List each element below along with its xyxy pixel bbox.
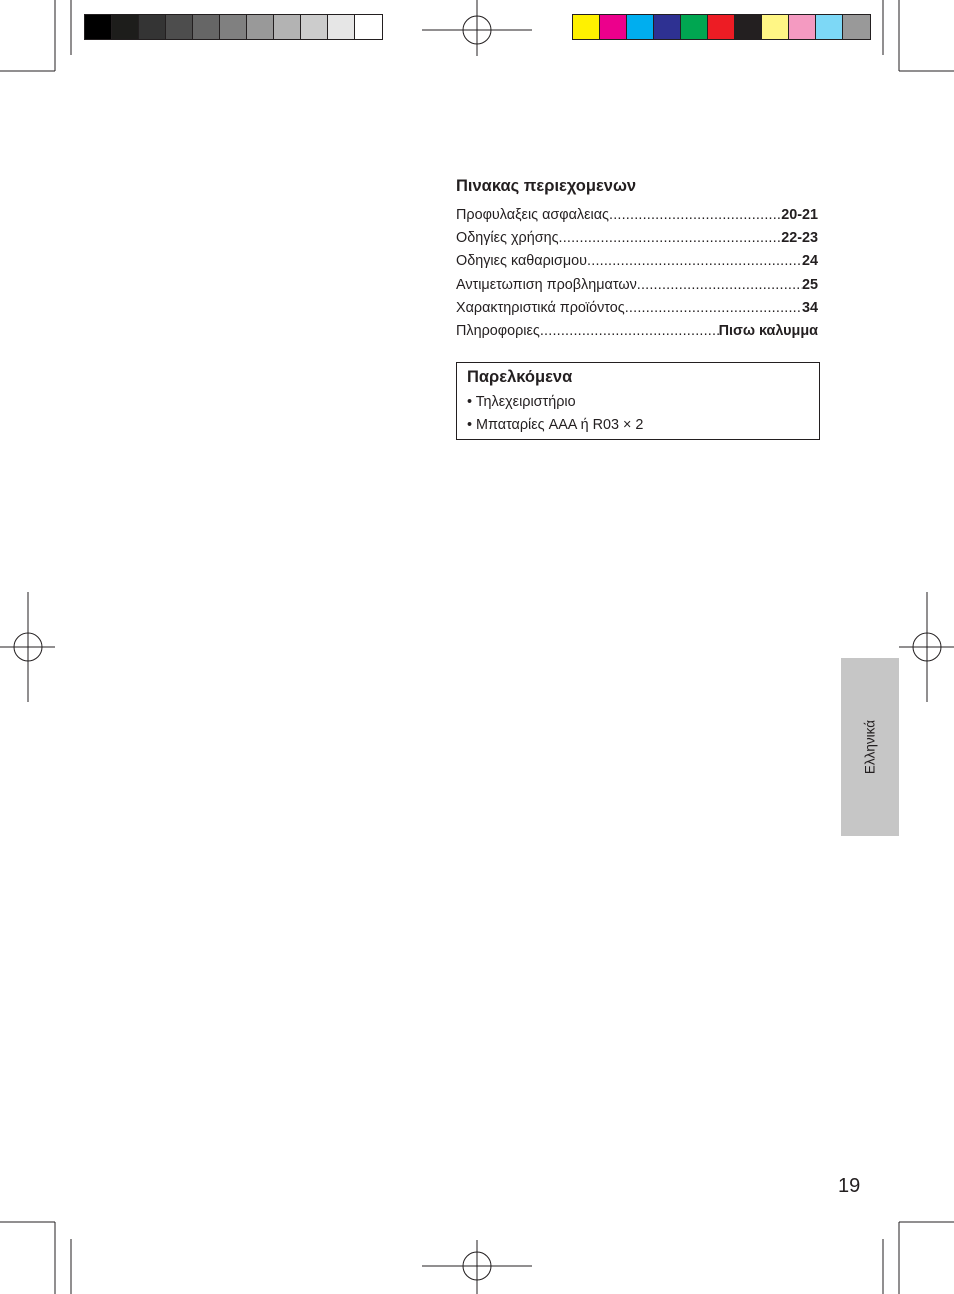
accessory-item: • Τηλεχειριστήριο (467, 394, 576, 410)
toc-leader-dots (625, 297, 802, 320)
color-swatch (627, 15, 654, 39)
color-swatch (573, 15, 600, 39)
toc-entry-page: Πισω καλυμμα (718, 322, 818, 339)
color-swatch (735, 15, 762, 39)
toc-entry (456, 204, 818, 227)
toc-leader-dots (540, 320, 719, 343)
toc-entry (456, 250, 818, 273)
toc-leader-dots (609, 204, 781, 227)
color-swatch (193, 15, 220, 39)
color-swatch (85, 15, 112, 39)
color-swatch (843, 15, 870, 39)
color-swatch (274, 15, 301, 39)
toc-leader-dots (637, 274, 802, 297)
language-tab (841, 658, 899, 836)
toc-leader-dots (559, 227, 782, 250)
table-of-contents (456, 177, 818, 343)
color-swatch (600, 15, 627, 39)
toc-entry-label: Χαρακτηριστικά προϊόντος (456, 299, 625, 316)
toc-entry-label: Οδηγιες καθαρισμου (456, 253, 588, 270)
toc-entry (456, 297, 818, 320)
process-color-bar (572, 14, 871, 40)
toc-entry (456, 274, 818, 297)
color-swatch (166, 15, 193, 39)
page-number: 19 (838, 1175, 861, 1197)
accessory-item: • Μπαταρίες AAA ή R03 × 2 (467, 416, 644, 433)
toc-entry-page: 24 (801, 253, 818, 270)
color-swatch (789, 15, 816, 39)
color-swatch (355, 15, 382, 39)
color-swatch (654, 15, 681, 39)
color-swatch (762, 15, 789, 39)
toc-list (456, 204, 818, 343)
toc-title: Πινακας περιεχομενων (456, 177, 637, 195)
toc-entry-label: Πληροφοριες (456, 322, 540, 339)
toc-entry-label: Αντιμετωπιση προβληματων (456, 276, 637, 293)
color-swatch (681, 15, 708, 39)
color-swatch (112, 15, 139, 39)
accessories-title: Παρελκόμενα (467, 368, 573, 386)
color-swatch (301, 15, 328, 39)
language-tab-label: Ελληνικά (862, 719, 878, 775)
toc-entry-label: Προφυλαξεις ασφαλειας (456, 207, 609, 223)
accessories-box (456, 362, 820, 440)
color-swatch (328, 15, 355, 39)
color-swatch (139, 15, 166, 39)
color-swatch (816, 15, 843, 39)
toc-entry-page: 22-23 (781, 230, 818, 247)
toc-leader-dots (587, 250, 802, 273)
toc-entry-page: 20-21 (781, 207, 818, 223)
toc-entry-page: 25 (801, 276, 818, 293)
color-swatch (708, 15, 735, 39)
color-swatch (247, 15, 274, 39)
gray-color-bar (84, 14, 383, 40)
toc-entry-page: 34 (801, 299, 818, 316)
toc-entry-label: Οδηγίες χρήσης (456, 230, 559, 247)
toc-entry (456, 320, 818, 343)
toc-entry (456, 227, 818, 250)
color-swatch (220, 15, 247, 39)
